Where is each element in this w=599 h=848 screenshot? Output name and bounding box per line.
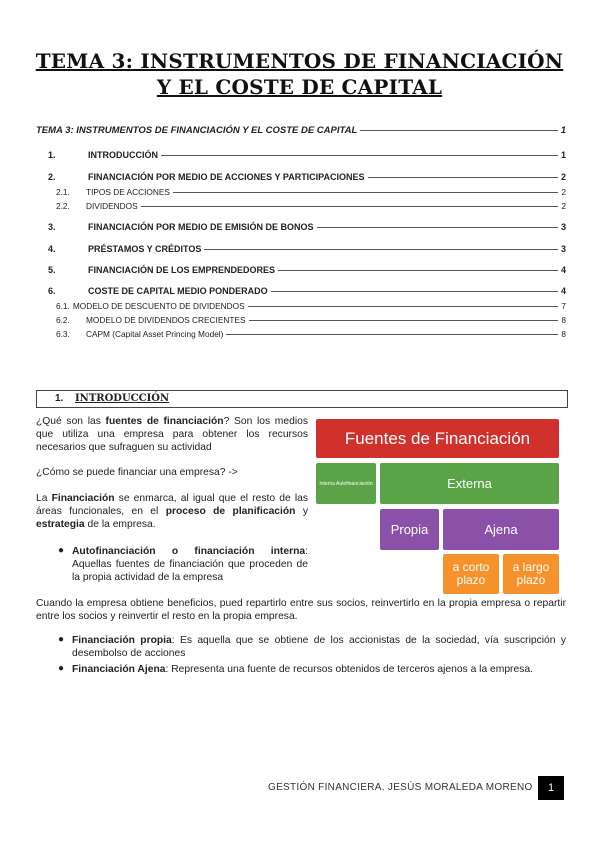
toc-entry[interactable] (36, 329, 566, 339)
paragraph-fuentes (36, 415, 308, 454)
toc-label: COSTE DE CAPITAL MEDIO PONDERADO (88, 286, 268, 296)
toc-label: FINANCIACIÓN DE LOS EMPRENDEDORES (88, 265, 276, 275)
toc-label: TEMA 3: INSTRUMENTOS DE FINANCIACIÓN Y EL COSTE DE CAPITAL (36, 125, 358, 136)
bullet-icon: ● (58, 663, 65, 674)
text-run: : Es aquella que se obtiene de los accionistas de la sociedad, vía suscripción y desembolso de acciones (72, 635, 566, 659)
toc-entry[interactable] (36, 150, 566, 160)
text-run: y (295, 506, 309, 517)
toc-label: FINANCIACIÓN POR MEDIO DE ACCIONES Y PARTICIPACIONES (88, 172, 365, 182)
toc-page: 4 (560, 265, 566, 275)
toc-leader (141, 206, 559, 207)
toc-page: 3 (560, 222, 566, 232)
toc-number: 5. (48, 265, 56, 275)
diagram-root-box: Fuentes de Financiación (316, 419, 559, 458)
diagram-ajena-box: Ajena (443, 509, 559, 550)
text-run: de la empresa. (84, 519, 156, 530)
toc-entry[interactable] (36, 125, 566, 136)
section-number: 1. (55, 393, 64, 404)
toc-page: 1 (560, 150, 566, 160)
toc-entry[interactable] (36, 187, 566, 197)
diagram-interna-box: Interna Autofinanciación (316, 463, 376, 504)
text-run: : Aquellas fuentes de financiación que proceden de la propia actividad de la empresa (72, 546, 308, 583)
toc-number: 6.2. (56, 315, 70, 325)
toc-label: CAPM (Capital Asset Princing Model) (86, 329, 224, 339)
toc-leader (226, 334, 558, 335)
toc-entry[interactable] (36, 286, 566, 296)
paragraph-beneficios: Cuando la empresa obtiene beneficios, pued repartirlo entre sus socios, reinvertirlo en la propia empresa o repartir entre los socios y reinvertir el resto en la propia empresa. (36, 598, 566, 622)
text-run-bold: Financiación Ajena (72, 664, 166, 675)
toc-entry[interactable] (36, 265, 566, 275)
toc-leader (360, 130, 557, 131)
diagram-externa-box: Externa (380, 463, 559, 504)
toc-number: 4. (48, 244, 56, 254)
diagram-corto-plazo-box: a corto plazo (443, 554, 499, 594)
toc-leader (204, 249, 558, 250)
toc-leader (317, 227, 558, 228)
paragraph-como: ¿Cómo se puede financiar una empresa? -> (36, 467, 238, 478)
text-run: ¿Qué son las (36, 416, 106, 427)
document-title (30, 48, 569, 100)
title-line-1: TEMA 3: INSTRUMENTOS DE FINANCIACIÓN (35, 49, 564, 73)
toc-number: 2.2. (56, 201, 70, 211)
toc-page: 7 (561, 301, 566, 311)
toc-label: DIVIDENDOS (86, 201, 138, 211)
toc-label: TIPOS DE ACCIONES (86, 187, 170, 197)
text-run-bold: fuentes de financiación (105, 416, 224, 427)
toc-entry[interactable] (36, 301, 566, 311)
page-number: 1 (538, 776, 564, 800)
toc-number: 1. (48, 150, 56, 160)
financing-sources-diagram (316, 419, 560, 594)
toc-entry[interactable] (36, 201, 566, 211)
toc-leader (278, 270, 558, 271)
toc-number: 2. (48, 172, 56, 182)
toc-page: 8 (561, 315, 566, 325)
toc-page: 3 (560, 244, 566, 254)
title-line-2: Y EL COSTE DE CAPITAL (156, 75, 443, 99)
text-run: : Representa una fuente de recursos obtenidos de terceros ajenos a la empresa. (165, 664, 533, 675)
toc-page: 2 (561, 201, 566, 211)
toc-leader (368, 177, 558, 178)
toc-entry[interactable] (36, 244, 566, 254)
bullet-financiacion-propia (72, 634, 566, 660)
toc-label: FINANCIACIÓN POR MEDIO DE EMISIÓN DE BONOS (88, 222, 314, 232)
text-run: se enmarca, al igual que el resto de las áreas funcionales, en el (36, 493, 308, 517)
toc-entry[interactable] (36, 315, 566, 325)
toc-number: 2.1. (56, 187, 70, 197)
text-run-bold: Financiación (51, 493, 115, 504)
toc-page: 8 (561, 329, 566, 339)
toc-number: 6. (48, 286, 56, 296)
toc-label: MODELO DE DIVIDENDOS CRECIENTES (86, 315, 246, 325)
section-heading (36, 390, 568, 408)
toc-page: 2 (560, 172, 566, 182)
toc-page: 2 (561, 187, 566, 197)
text-run: La (36, 493, 52, 504)
toc-leader (173, 192, 558, 193)
toc-label: INTRODUCCIÓN (88, 150, 158, 160)
toc-entry[interactable] (36, 172, 566, 182)
text-run-bold: proceso de planificación (165, 506, 296, 517)
toc-leader (271, 291, 558, 292)
footer-text: GESTIÓN FINANCIERA. JESÚS MORALEDA MORENO (268, 782, 533, 793)
section-title: INTRODUCCIÓN (75, 393, 170, 404)
toc-number: 6.1. (56, 301, 70, 311)
toc-label: MODELO DE DESCUENTO DE DIVIDENDOS (72, 301, 245, 311)
toc-number: 3. (48, 222, 56, 232)
text-run-bold: Autofinanciación o financiación interna (72, 546, 306, 557)
paragraph-financiacion (36, 492, 308, 531)
toc-leader (248, 306, 559, 307)
text-run-bold: estrategia (36, 519, 85, 530)
diagram-propia-box: Propia (380, 509, 439, 550)
toc-entry[interactable] (36, 222, 566, 232)
toc-page: 1 (560, 125, 566, 136)
bullet-autofinanciacion (72, 545, 308, 584)
bullet-icon: ● (58, 545, 65, 556)
toc-leader (249, 320, 559, 321)
bullet-icon: ● (58, 634, 65, 645)
toc-label: PRÉSTAMOS Y CRÉDITOS (88, 244, 202, 254)
toc-number: 6.3. (56, 329, 70, 339)
text-run: ? Son los medios que utiliza una empresa para obtener los recursos necesarios que sufraguen su actividad (36, 416, 308, 453)
toc-page: 4 (560, 286, 566, 296)
diagram-largo-plazo-box: a largo plazo (503, 554, 559, 594)
bullet-financiacion-ajena (72, 663, 566, 676)
text-run-bold: Financiación propia (72, 635, 172, 646)
toc-leader (161, 155, 558, 156)
